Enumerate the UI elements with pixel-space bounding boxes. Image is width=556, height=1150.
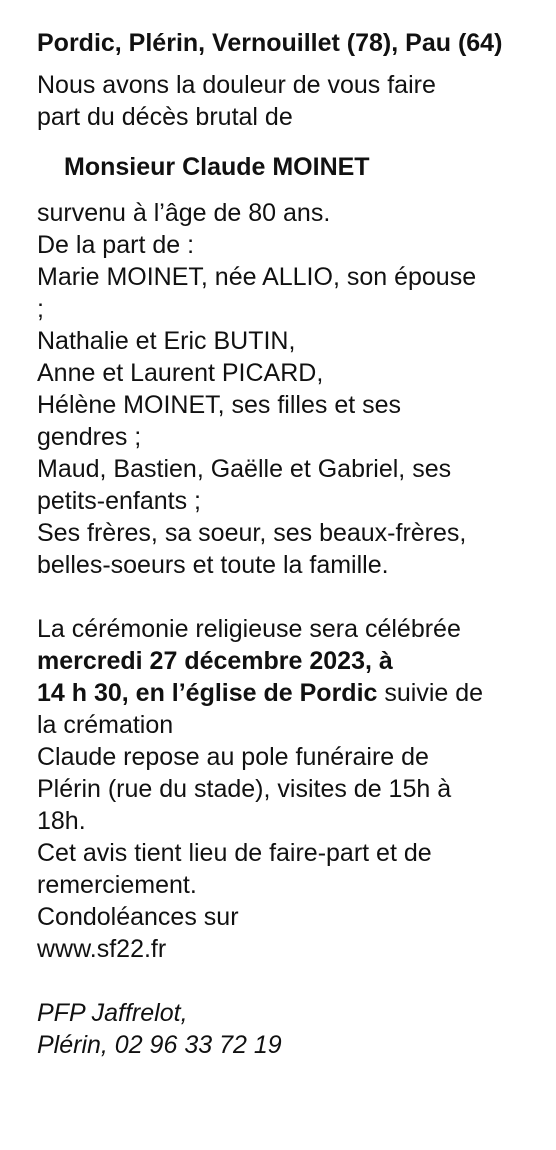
intro-line: Nous avons la douleur de vous faire [37,71,436,99]
ceremony-date: mercredi 27 décembre 2023, à [37,647,393,675]
family-line: Marie MOINET, née ALLIO, son épouse [37,263,477,291]
ceremony-time-place-bold: 14 h 30, en l’église de Pordic [37,679,378,707]
details-line: remerciement. [37,871,197,899]
family-line: Hélène MOINET, ses filles et ses [37,391,402,419]
website-text: www.sf22.fr [37,935,167,963]
intro-line: part du décès brutal de [37,103,293,131]
family-line: Nathalie et Eric BUTIN, [37,327,296,355]
family-line: Maud, Bastien, Gaëlle et Gabriel, ses [37,455,452,483]
details-line: Cet avis tient lieu de faire-part et de [37,839,432,867]
ceremony-line: La cérémonie religieuse sera célébrée [37,615,461,643]
ceremony-info [37,613,537,741]
family-line: gendres ; [37,423,142,451]
ceremony-line: la crémation [37,711,174,739]
family-line: ; [37,295,44,323]
funeral-home-contact: Plérin, 02 96 33 72 19 [37,1031,282,1059]
family-line: survenu à l’âge de 80 ans. [37,199,331,227]
deceased-name: Monsieur Claude MOINET [64,153,370,181]
funeral-home-name: PFP Jaffrelot, [37,999,188,1027]
details-line: 18h. [37,807,86,835]
family-line: Anne et Laurent PICARD, [37,359,324,387]
details-line: Claude repose au pole funéraire de [37,743,429,771]
details-line: Plérin (rue du stade), visites de 15h à [37,775,452,803]
spacer [37,581,537,613]
obituary-notice [37,27,537,1061]
locations-heading: Pordic, Plérin, Vernouillet (78), Pau (64) [37,29,503,57]
intro-text [37,69,537,133]
family-line: De la part de : [37,231,195,259]
funeral-home-signature [37,997,537,1061]
family-line: belles-soeurs et toute la famille. [37,551,389,579]
details-line: Condoléances sur [37,903,239,931]
ceremony-time-place [37,677,537,709]
family-line: Ses frères, sa soeur, ses beaux-frères, [37,519,467,547]
family-line: petits-enfants ; [37,487,201,515]
details-text [37,741,537,965]
ceremony-time-place-rest: suivie de [377,679,484,707]
family-list [37,197,537,581]
